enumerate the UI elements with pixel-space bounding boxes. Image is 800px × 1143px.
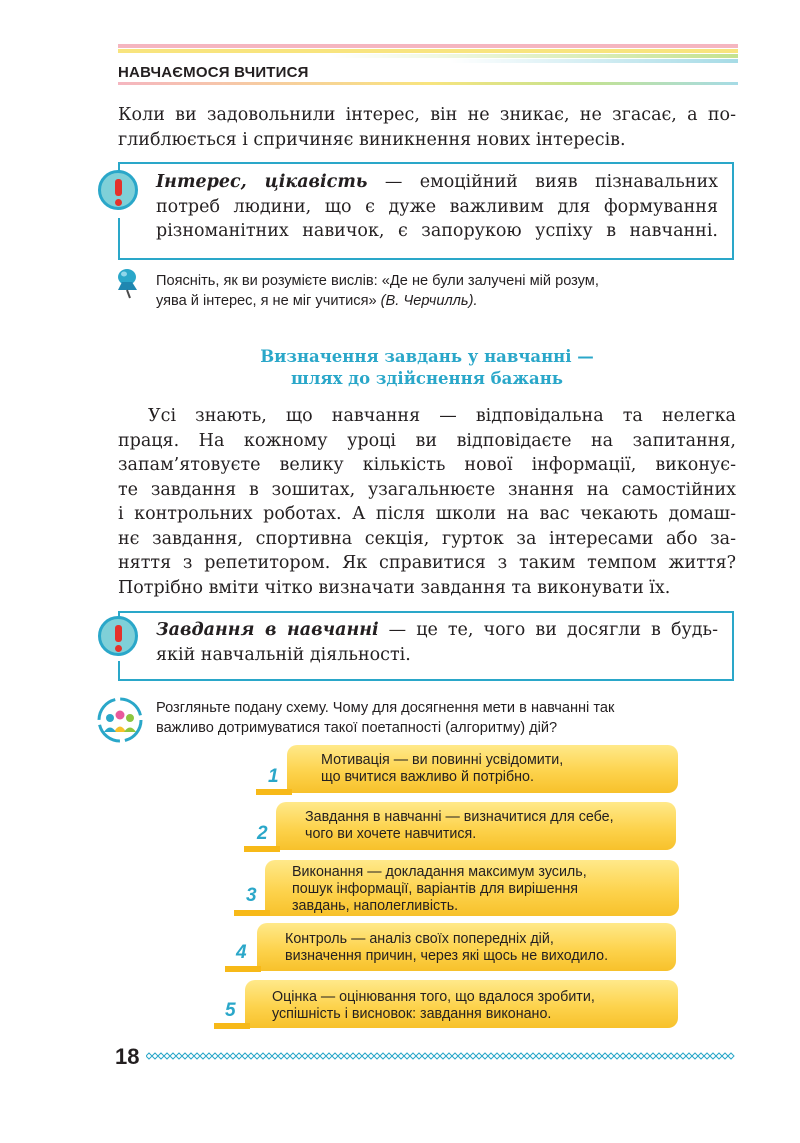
step-text — [305, 809, 614, 843]
text-line: Оцінка — оцінювання того, що вдалося зробити, — [272, 989, 595, 1005]
text-line: глиблюється і спричиняє виникнення нових інтересів. — [118, 129, 626, 150]
heading-line: Визначення завдань у навчанні — — [260, 347, 594, 366]
text-line: чого ви хочете навчитися. — [305, 826, 477, 842]
step-base — [234, 910, 270, 916]
step-text — [285, 931, 608, 965]
quote-citation: (В. Черчилль). — [376, 293, 478, 309]
exclamation-icon — [98, 170, 138, 210]
definition-text — [156, 618, 718, 667]
step-number: 3 — [246, 885, 257, 906]
text-line: що вчитися важливо й потрібно. — [321, 769, 534, 785]
group-work-icon — [96, 696, 144, 744]
step-base — [214, 1023, 250, 1029]
pushpin-icon — [110, 264, 146, 300]
task-text — [156, 271, 736, 311]
text-line: — емоційний вияв пізнавальних — [367, 172, 718, 192]
text-line: Коли ви задовольнили інтерес, він не зникає, не згасає, а по- — [118, 105, 736, 125]
definition-text — [156, 170, 718, 244]
text-line: пошук інформації, варіантів для вирішення — [292, 881, 579, 897]
text-line: Поясніть, як ви розумієте вислів: «Де не були залучені мій розум, — [156, 273, 599, 289]
text-line: завдань, наполегливість. — [292, 898, 459, 914]
main-paragraph — [118, 404, 736, 600]
text-line: те завдання в зошитах, узагальнюєте знання на самостійних — [118, 479, 736, 500]
exclamation-icon — [98, 616, 138, 656]
step-text — [321, 752, 563, 786]
header-underline — [118, 82, 738, 85]
text-line: визначення причин, через які щось не виходило. — [285, 948, 609, 964]
definition-term: Інтерес, цікавість — [156, 172, 368, 192]
text-line: Виконання — докладання максимум зусиль, — [292, 864, 587, 880]
section-heading — [118, 346, 736, 390]
text-line: уява й інтерес, я не міг учитися» — [156, 293, 377, 309]
step-base — [225, 966, 261, 972]
text-line: няття з репетитором. Як справитися з таким темпом життя? — [118, 553, 736, 573]
header-stripe-yellow — [118, 49, 738, 53]
step-text — [272, 989, 595, 1023]
step-number: 4 — [236, 942, 247, 963]
text-line: Мотивація — ви повинні усвідомити, — [321, 752, 564, 768]
text-line: різноманітних навичок, є запорукою успіху в навчанні. — [156, 221, 718, 241]
task-text — [156, 698, 736, 738]
header-stripe-blue — [450, 59, 738, 63]
text-line: Розгляньте подану схему. Чому для досягнення мети в навчанні так — [156, 700, 615, 716]
step-base — [256, 789, 292, 795]
text-line: Потрібно вміти чітко визначати завдання та виконувати їх. — [118, 577, 671, 598]
step-number: 2 — [257, 823, 268, 844]
definition-term: Завдання в навчанні — [156, 620, 379, 640]
header-stripe-green — [330, 54, 738, 58]
step-text — [292, 864, 587, 915]
heading-line: шлях до здійснення бажань — [291, 369, 563, 388]
text-line: і контрольних роботах. А після школи на вас чекають домаш- — [118, 504, 736, 524]
text-line: Завдання в навчанні — визначитися для себе, — [305, 809, 614, 825]
step-number: 1 — [268, 766, 279, 787]
step-base — [244, 846, 280, 852]
text-line: запам’ятовуєте велику кількість нової інформації, виконує- — [118, 455, 736, 475]
text-line: праця. На кожному уроці ви відповідаєте на запитання, — [118, 430, 736, 451]
definition-box-left-border — [118, 218, 120, 260]
section-title: НАВЧАЄМОСЯ ВЧИТИСЯ — [118, 64, 309, 81]
text-line: якій навчальній діяльності. — [156, 644, 411, 665]
text-line: — це те, чого ви досягли в будь- — [378, 620, 718, 640]
header-stripe-pink — [118, 44, 738, 48]
text-line: успішність і висновок: завдання виконано. — [272, 1006, 552, 1022]
text-line: важливо дотримуватися такої поетапності (алгоритму) дій? — [156, 720, 558, 736]
intro-paragraph — [118, 103, 736, 152]
text-line: нє завдання, спортивна секція, гурток за інтересами або за- — [118, 528, 736, 549]
definition-box-left-border — [118, 661, 120, 681]
text-line: Усі знають, що навчання — відповідальна та нелегка — [148, 406, 736, 426]
footer-ornament — [146, 1051, 736, 1061]
text-line: потреб людини, що є дуже важливим для формування — [156, 196, 718, 217]
page-number: 18 — [115, 1044, 140, 1069]
text-line: Контроль — аналіз своїх попередніх дій, — [285, 931, 554, 947]
step-number: 5 — [225, 1000, 236, 1021]
